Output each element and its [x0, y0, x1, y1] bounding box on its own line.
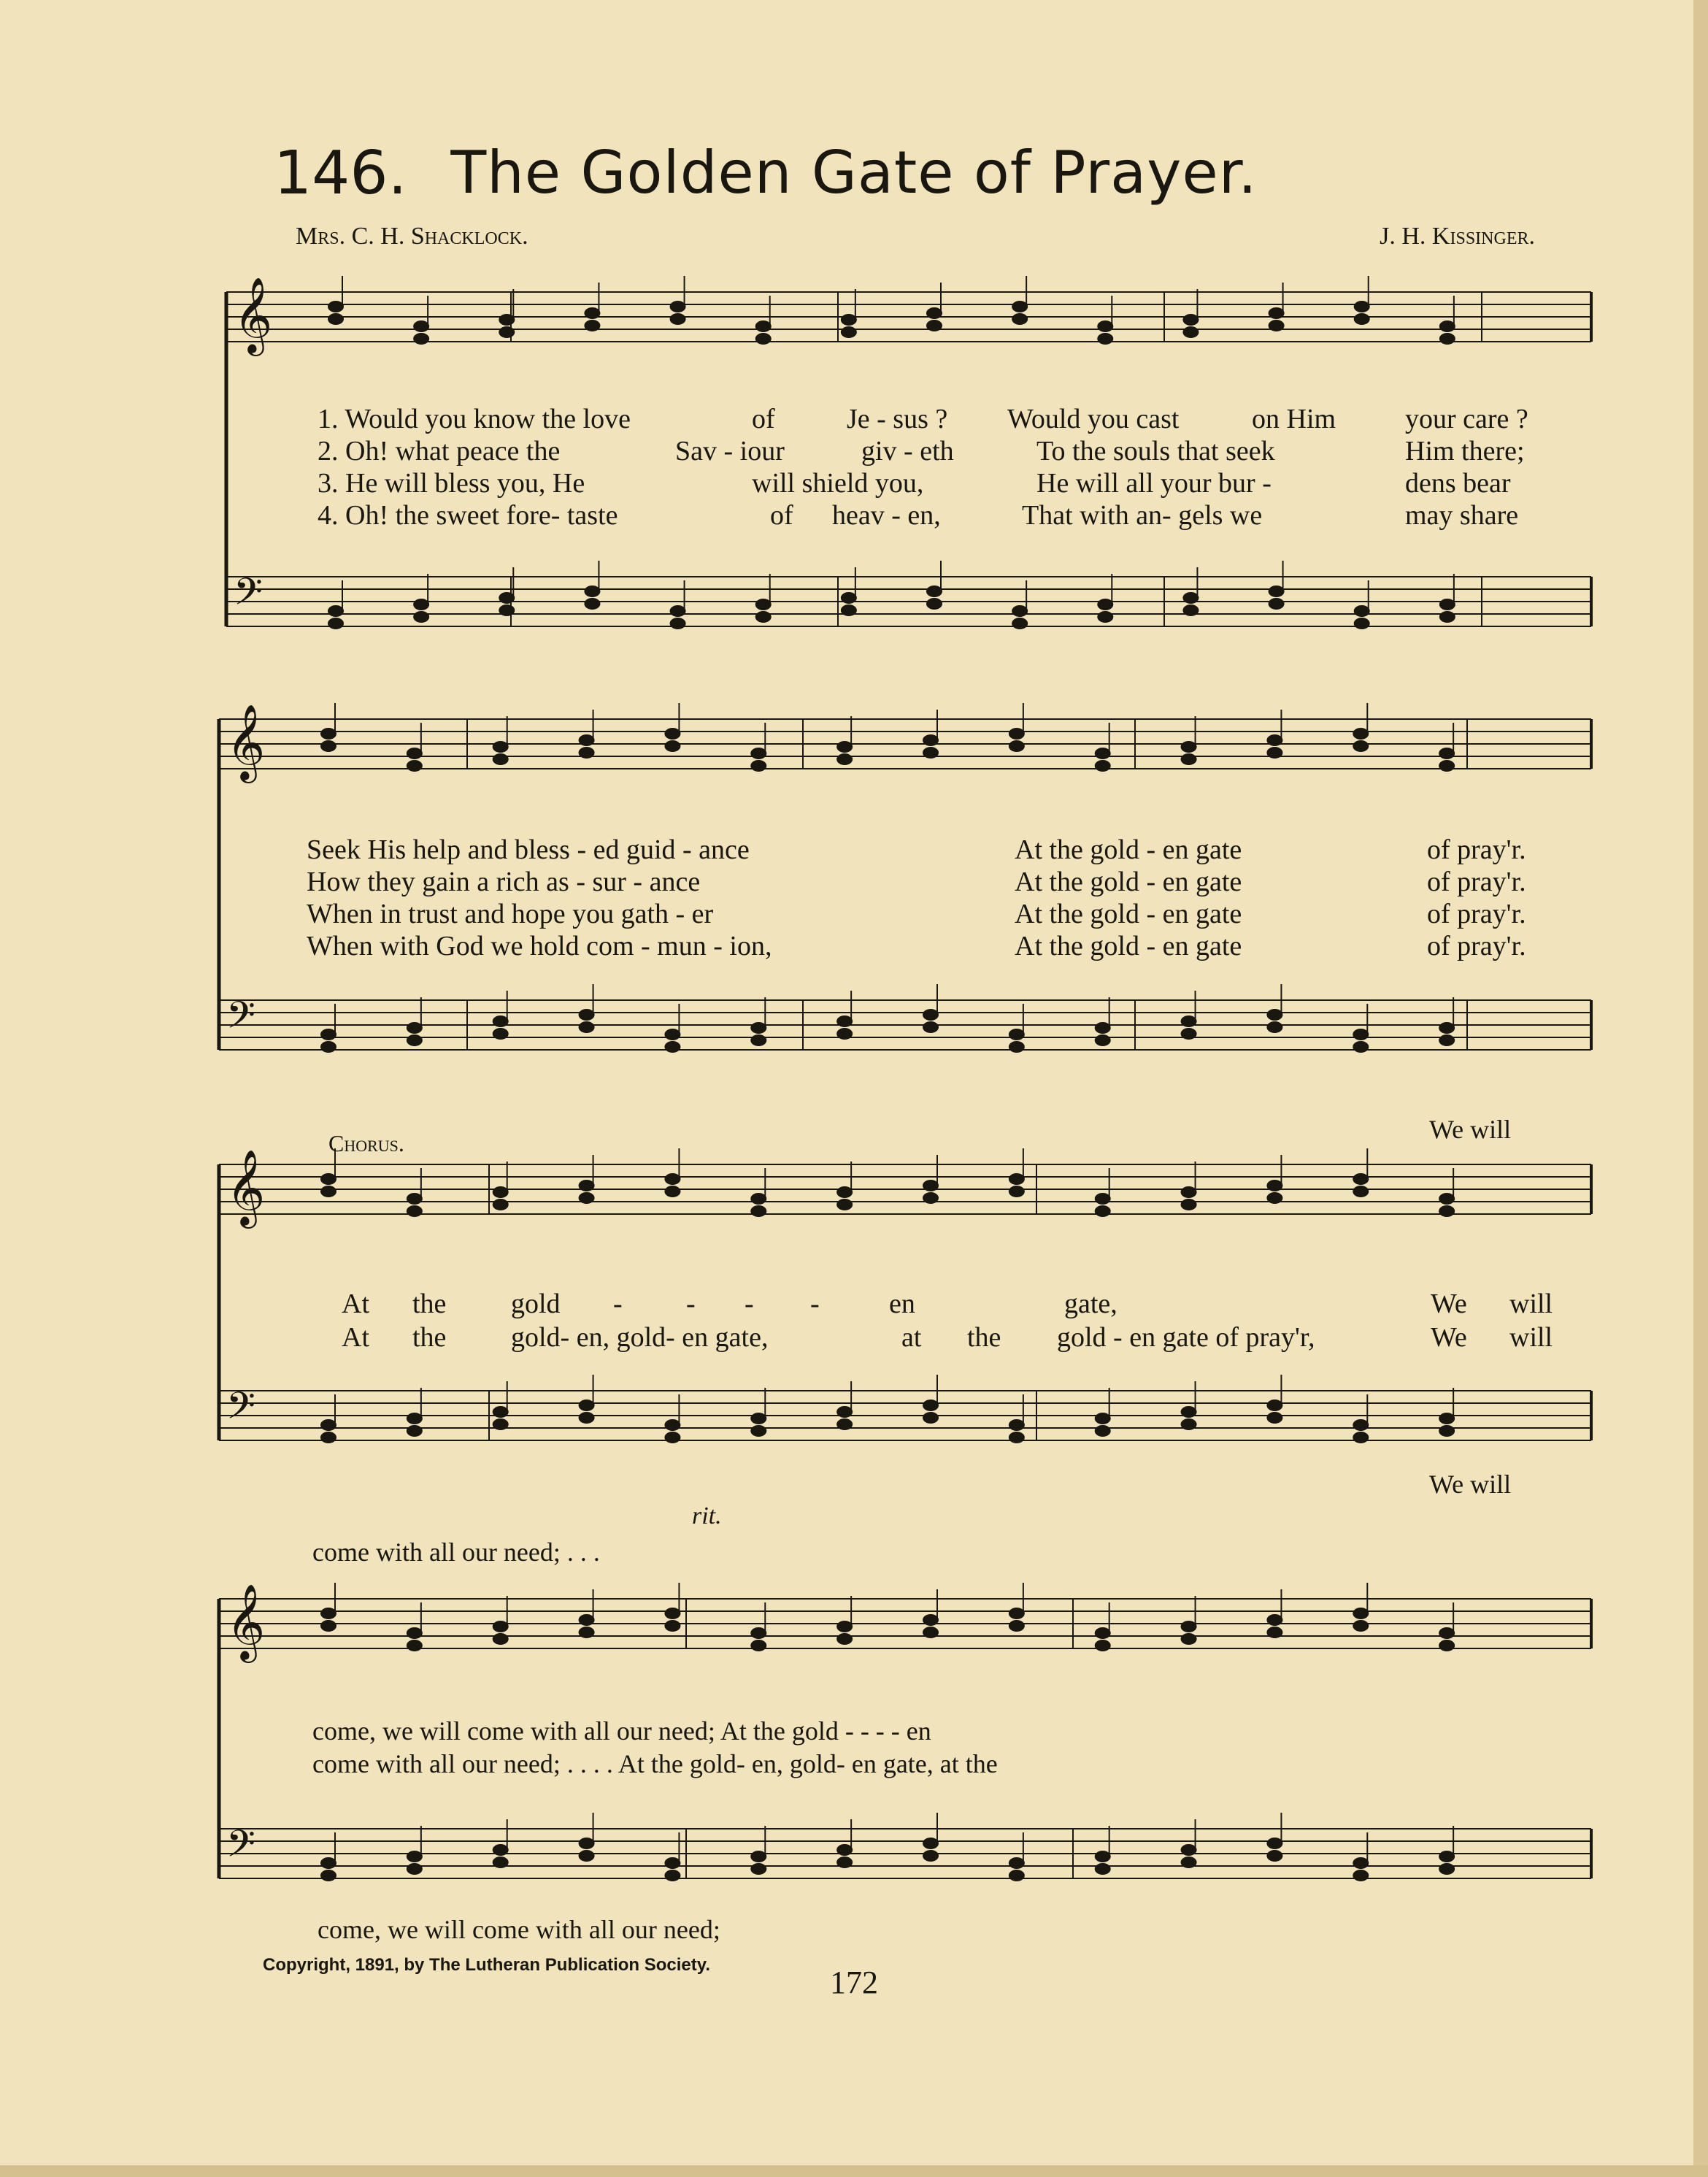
note-head	[1267, 1615, 1282, 1625]
note-head	[1439, 1426, 1454, 1436]
note-head	[580, 1413, 594, 1423]
note-head	[1267, 1010, 1282, 1020]
note-head	[1439, 1035, 1454, 1045]
note-head	[580, 735, 594, 745]
note-head	[1353, 1174, 1368, 1184]
note-head	[1182, 754, 1196, 764]
note-head	[751, 1851, 766, 1862]
note-head	[328, 618, 343, 629]
note-head	[1096, 1413, 1110, 1424]
note-head	[1439, 1194, 1454, 1204]
note-head	[756, 321, 771, 331]
note-head	[837, 742, 852, 752]
note-head	[1439, 1413, 1454, 1424]
note-head	[493, 1199, 508, 1210]
note-head	[842, 327, 856, 337]
note-head	[756, 612, 771, 622]
note-head	[414, 612, 428, 622]
note-head	[1096, 1640, 1110, 1651]
note-head	[1267, 1627, 1282, 1637]
note-head	[1269, 308, 1284, 318]
hymn-title: The Golden Gate of Prayer.	[450, 139, 1258, 207]
note-head	[1009, 1432, 1024, 1443]
note-head	[1267, 1022, 1282, 1032]
note-head	[751, 761, 766, 771]
note-head	[837, 1016, 852, 1026]
note-head	[665, 1608, 680, 1619]
note-head	[923, 735, 938, 745]
note-head	[407, 1640, 422, 1651]
page-number: 172	[830, 1965, 878, 2000]
note-head	[1098, 321, 1112, 331]
note-head	[923, 1010, 938, 1020]
note-head	[321, 1621, 336, 1631]
note-head	[1182, 1857, 1196, 1867]
note-head	[1267, 1851, 1282, 1861]
note-head	[751, 1035, 766, 1045]
note-head	[671, 302, 685, 312]
note-head	[407, 1851, 422, 1862]
verse-line-3b: When in trust and hope you gath - er At the gold - en gate of pray'r.	[307, 899, 1526, 929]
note-head	[1440, 321, 1455, 331]
note-head	[414, 599, 428, 610]
note-head	[499, 593, 514, 603]
bass-clef-icon: 𝄢	[226, 1383, 255, 1437]
note-head	[407, 761, 422, 771]
note-head	[1353, 1042, 1368, 1052]
bass-clef-icon: 𝄢	[226, 1821, 255, 1875]
note-head	[1182, 1419, 1196, 1429]
note-head	[1182, 1845, 1196, 1855]
note-head	[1353, 1608, 1368, 1619]
note-head	[407, 1426, 422, 1436]
note-head	[837, 1029, 852, 1039]
note-head	[328, 314, 343, 324]
note-head	[837, 1407, 852, 1417]
note-head	[1353, 1420, 1368, 1430]
note-head	[1096, 1023, 1110, 1033]
note-head	[1439, 748, 1454, 759]
note-head	[499, 327, 514, 337]
note-head	[927, 308, 942, 318]
note-head	[1439, 1206, 1454, 1216]
note-head	[321, 1029, 336, 1040]
note-head	[493, 1187, 508, 1197]
bass-clef-icon: 𝄢	[226, 993, 255, 1046]
note-head	[842, 605, 856, 615]
note-head	[671, 606, 685, 616]
note-head	[837, 754, 852, 764]
note-head	[1269, 320, 1284, 331]
note-head	[923, 1400, 938, 1410]
note-head	[1353, 1858, 1368, 1868]
note-head	[751, 1426, 766, 1436]
system4-below: come, we will come with all our need;	[318, 1915, 720, 1944]
note-head	[1439, 1864, 1454, 1874]
note-head	[1439, 1851, 1454, 1862]
note-head	[665, 1029, 680, 1040]
verse-line-4: 4. Oh! the sweet fore- taste of heav - en, That with an- gels we may share	[318, 500, 1519, 531]
note-head	[580, 1180, 594, 1191]
note-head	[321, 1432, 336, 1443]
note-head	[580, 1627, 594, 1637]
note-head	[407, 1035, 422, 1045]
note-head	[1096, 1426, 1110, 1436]
note-head	[1353, 1432, 1368, 1443]
note-head	[1267, 1193, 1282, 1203]
chorus-line-1: At the gold - - - - en gate, We will	[342, 1289, 1553, 1319]
note-head	[580, 1010, 594, 1020]
note-head	[1183, 327, 1198, 337]
note-head	[1182, 1029, 1196, 1039]
note-head	[927, 320, 942, 331]
note-head	[923, 1627, 938, 1637]
verse-line-1b: Seek His help and bless - ed guid - ance At the gold - en gate of pray'r.	[307, 834, 1526, 865]
note-head	[837, 1199, 852, 1210]
note-head	[927, 586, 942, 596]
verse-line-3: 3. He will bless you, He will shield you, He will all your bur - dens bear	[318, 468, 1511, 499]
note-head	[1009, 1608, 1024, 1619]
note-head	[837, 1187, 852, 1197]
note-head	[665, 1420, 680, 1430]
note-head	[923, 1413, 938, 1423]
author-credit: Mrs. C. H. Shacklock.	[296, 223, 528, 250]
note-head	[1096, 1851, 1110, 1862]
note-head	[580, 1022, 594, 1032]
hymn-number: 146.	[274, 139, 407, 208]
note-head	[1182, 1187, 1196, 1197]
rit-marking: rit.	[692, 1502, 722, 1529]
note-head	[1009, 1858, 1024, 1868]
note-head	[407, 748, 422, 759]
note-head	[1183, 593, 1198, 603]
note-head	[321, 1608, 336, 1619]
note-head	[493, 1857, 508, 1867]
copyright-notice: Copyright, 1891, by The Lutheran Publication Society.	[263, 1955, 710, 1975]
note-head	[1009, 1174, 1024, 1184]
note-head	[493, 1845, 508, 1855]
note-head	[1096, 1194, 1110, 1204]
note-head	[321, 1858, 336, 1868]
note-head	[493, 1029, 508, 1039]
note-head	[751, 1023, 766, 1033]
note-head	[585, 320, 599, 331]
note-head	[1096, 1864, 1110, 1874]
note-head	[585, 308, 599, 318]
note-head	[1009, 1870, 1024, 1881]
note-head	[1098, 334, 1112, 344]
chorus-label: Chorus.	[328, 1130, 404, 1156]
system4-line-1: come, we will come with all our need; At the gold - - - - en	[312, 1716, 931, 1746]
note-head	[1353, 741, 1368, 751]
note-head	[1183, 605, 1198, 615]
note-head	[499, 315, 514, 325]
note-head	[751, 1413, 766, 1424]
note-head	[1182, 1634, 1196, 1644]
note-head	[493, 1016, 508, 1026]
verse-line-2: 2. Oh! what peace the Sav - iour giv - eth To the souls that seek Him there;	[318, 436, 1525, 466]
note-head	[493, 1407, 508, 1417]
note-head	[321, 1870, 336, 1881]
note-head	[407, 1864, 422, 1874]
note-head	[407, 1628, 422, 1638]
note-head	[923, 1851, 938, 1861]
note-head	[493, 1621, 508, 1632]
note-head	[837, 1621, 852, 1632]
note-head	[1267, 1838, 1282, 1848]
note-head	[321, 1186, 336, 1197]
note-head	[671, 618, 685, 629]
note-head	[1440, 334, 1455, 344]
note-head	[671, 314, 685, 324]
note-head	[1439, 1628, 1454, 1638]
note-head	[751, 1628, 766, 1638]
note-head	[1355, 618, 1369, 629]
note-head	[665, 1174, 680, 1184]
note-head	[1267, 1400, 1282, 1410]
note-head	[580, 1615, 594, 1625]
note-head	[927, 599, 942, 609]
note-head	[1267, 1180, 1282, 1191]
note-head	[1098, 612, 1112, 622]
note-head	[1096, 748, 1110, 759]
treble-clef-icon: 𝄞	[226, 1583, 266, 1660]
system4-line-2: come with all our need; . . . . At the gold- en, gold- en gate, at the	[312, 1749, 998, 1778]
note-head	[837, 1419, 852, 1429]
note-head	[837, 1845, 852, 1855]
note-head	[923, 1838, 938, 1848]
note-head	[321, 729, 336, 739]
note-head	[1269, 586, 1284, 596]
treble-clef-icon: 𝄞	[226, 1149, 266, 1226]
note-head	[1353, 729, 1368, 739]
note-head	[1182, 742, 1196, 752]
note-head	[665, 729, 680, 739]
note-head	[1353, 1870, 1368, 1881]
composer-credit: J. H. Kissinger.	[1380, 223, 1535, 250]
note-head	[665, 1621, 680, 1631]
verse-line-1: 1. Would you know the love of Je - sus ? Would you cast on Him your care ?	[318, 404, 1528, 434]
note-head	[751, 748, 766, 759]
note-head	[1355, 314, 1369, 324]
note-head	[923, 1615, 938, 1625]
note-head	[842, 593, 856, 603]
note-head	[407, 1413, 422, 1424]
we-will-top: We will	[1429, 1115, 1512, 1144]
note-head	[923, 748, 938, 758]
note-head	[580, 1193, 594, 1203]
note-head	[665, 1186, 680, 1197]
note-head	[414, 321, 428, 331]
note-head	[1009, 1621, 1024, 1631]
note-head	[1439, 1023, 1454, 1033]
note-head	[837, 1634, 852, 1644]
note-head	[493, 1634, 508, 1644]
note-head	[1012, 302, 1027, 312]
note-head	[837, 1857, 852, 1867]
note-head	[665, 1042, 680, 1052]
note-head	[1439, 1640, 1454, 1651]
note-head	[1012, 618, 1027, 629]
note-head	[1182, 1016, 1196, 1026]
note-head	[665, 741, 680, 751]
note-head	[328, 302, 343, 312]
note-head	[923, 1180, 938, 1191]
note-head	[1267, 748, 1282, 758]
note-head	[493, 1419, 508, 1429]
note-head	[407, 1206, 422, 1216]
note-head	[1182, 1621, 1196, 1632]
note-head	[1353, 1621, 1368, 1631]
note-head	[1009, 1042, 1024, 1052]
note-head	[751, 1194, 766, 1204]
we-will-bottom: We will	[1429, 1470, 1512, 1499]
verse-line-4b: When with God we hold com - mun - ion, At the gold - en gate of pray'r.	[307, 931, 1526, 961]
note-head	[407, 1023, 422, 1033]
note-head	[1098, 599, 1112, 610]
note-head	[1009, 1186, 1024, 1197]
note-head	[1096, 761, 1110, 771]
note-head	[580, 1838, 594, 1848]
note-head	[1355, 606, 1369, 616]
note-head	[1269, 599, 1284, 609]
bass-clef-icon: 𝄢	[234, 569, 263, 623]
note-head	[1440, 612, 1455, 622]
chorus-line-2: At the gold- en, gold- en gate, at the gold - en gate of pray'r, We will	[342, 1322, 1553, 1353]
note-head	[321, 1420, 336, 1430]
note-head	[1009, 1029, 1024, 1040]
note-head	[414, 334, 428, 344]
note-head	[1440, 599, 1455, 610]
note-head	[585, 599, 599, 609]
note-head	[751, 1864, 766, 1874]
note-head	[321, 741, 336, 751]
note-head	[321, 1042, 336, 1052]
note-head	[756, 334, 771, 344]
note-head	[493, 742, 508, 752]
note-head	[751, 1206, 766, 1216]
note-head	[328, 606, 343, 616]
note-head	[580, 748, 594, 758]
note-head	[923, 1193, 938, 1203]
note-head	[1009, 741, 1024, 751]
note-head	[1012, 314, 1027, 324]
note-head	[1267, 1413, 1282, 1423]
note-head	[1355, 302, 1369, 312]
note-head	[585, 586, 599, 596]
verse-line-2b: How they gain a rich as - sur - ance At the gold - en gate of pray'r.	[307, 867, 1526, 897]
note-head	[1353, 1029, 1368, 1040]
note-head	[321, 1174, 336, 1184]
note-head	[1009, 729, 1024, 739]
note-head	[1096, 1035, 1110, 1045]
note-head	[1096, 1628, 1110, 1638]
note-head	[1182, 1407, 1196, 1417]
note-head	[756, 599, 771, 610]
note-head	[842, 315, 856, 325]
note-head	[1096, 1206, 1110, 1216]
note-head	[1182, 1199, 1196, 1210]
note-head	[1012, 606, 1027, 616]
note-head	[665, 1870, 680, 1881]
treble-clef-icon: 𝄞	[234, 277, 273, 353]
treble-clef-icon: 𝄞	[226, 704, 266, 780]
note-head	[580, 1400, 594, 1410]
note-head	[1439, 761, 1454, 771]
note-head	[580, 1851, 594, 1861]
note-head	[1183, 315, 1198, 325]
system4-above: come with all our need; . . .	[312, 1537, 600, 1567]
note-head	[751, 1640, 766, 1651]
note-head	[923, 1022, 938, 1032]
note-head	[1353, 1186, 1368, 1197]
note-head	[1009, 1420, 1024, 1430]
note-head	[499, 605, 514, 615]
note-head	[665, 1858, 680, 1868]
note-head	[1267, 735, 1282, 745]
note-head	[493, 754, 508, 764]
note-head	[665, 1432, 680, 1443]
note-head	[407, 1194, 422, 1204]
